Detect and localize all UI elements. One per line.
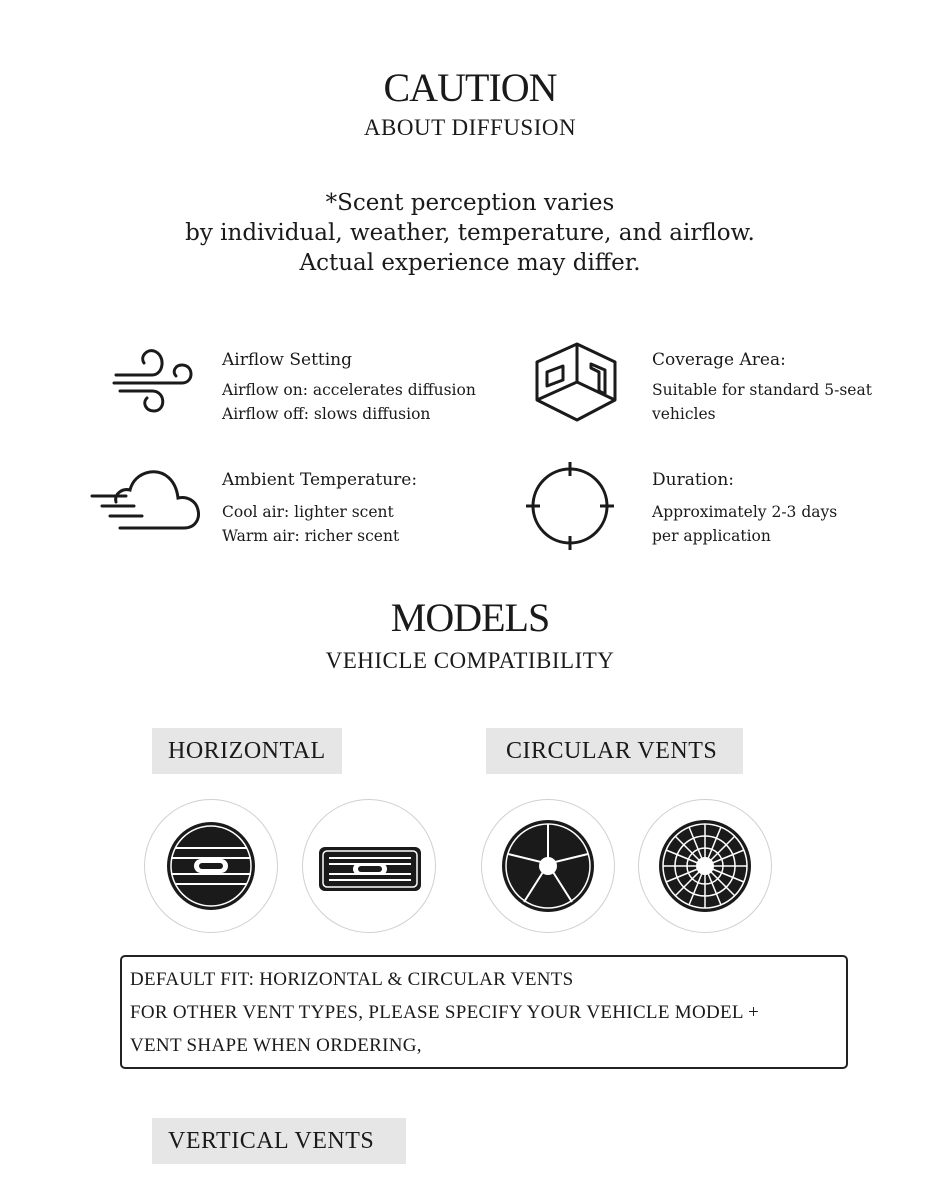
temperature-line-1: Cool air: lighter scent	[222, 503, 394, 521]
models-subtitle: VEHICLE COMPATIBILITY	[325, 648, 615, 673]
disclaimer-line-2: by individual, weather, temperature, and airflow.	[185, 220, 755, 246]
rectangular-horizontal-vent-icon	[302, 799, 436, 933]
circular-grid-vent-icon	[638, 799, 772, 933]
round-horizontal-vent-icon	[144, 799, 278, 933]
disclaimer-line-1: *Scent perception varies	[325, 190, 615, 216]
fit-notice-box	[120, 955, 848, 1069]
caution-subtitle: ABOUT DIFFUSION	[363, 115, 577, 140]
airflow-line-2: Airflow off: slows diffusion	[222, 405, 431, 423]
duration-line-1: Approximately 2-3 days	[652, 503, 838, 521]
caution-title: CAUTION	[383, 65, 557, 110]
coverage-title: Coverage Area:	[652, 350, 786, 370]
duration-text	[652, 500, 837, 548]
coverage-line-1: Suitable for standard 5-seat	[652, 381, 872, 399]
temperature-title: Ambient Temperature:	[222, 470, 418, 490]
circular-spoke-vent-icon	[481, 799, 615, 933]
wind-icon	[112, 345, 194, 415]
notice-line-2: FOR OTHER VENT TYPES, PLEASE SPECIFY YOUR VEHICLE MODEL +	[130, 1002, 760, 1023]
temperature-line-2: Warm air: richer scent	[222, 527, 400, 545]
coverage-text	[652, 378, 872, 426]
cloud-wind-icon	[90, 466, 202, 532]
crosshair-circle-icon	[526, 462, 614, 550]
notice-line-3: VENT SHAPE WHEN ORDERING,	[130, 1035, 422, 1056]
horizontal-tag: HORIZONTAL	[152, 728, 342, 774]
coverage-line-2: vehicles	[652, 405, 716, 423]
vertical-vents-tag: VERTICAL VENTS	[152, 1118, 406, 1164]
room-cube-icon	[533, 340, 619, 424]
models-title: MODELS	[390, 595, 550, 640]
circular-vents-tag: CIRCULAR VENTS	[486, 728, 743, 774]
temperature-text	[222, 500, 399, 548]
notice-line-1: DEFAULT FIT: HORIZONTAL & CIRCULAR VENTS	[130, 969, 574, 990]
airflow-text	[222, 378, 476, 426]
duration-title: Duration:	[652, 470, 735, 490]
airflow-line-1: Airflow on: accelerates diffusion	[222, 381, 476, 399]
disclaimer	[0, 188, 940, 278]
duration-line-2: per application	[652, 527, 771, 545]
airflow-title: Airflow Setting	[222, 350, 353, 370]
disclaimer-line-3: Actual experience may differ.	[299, 250, 641, 276]
